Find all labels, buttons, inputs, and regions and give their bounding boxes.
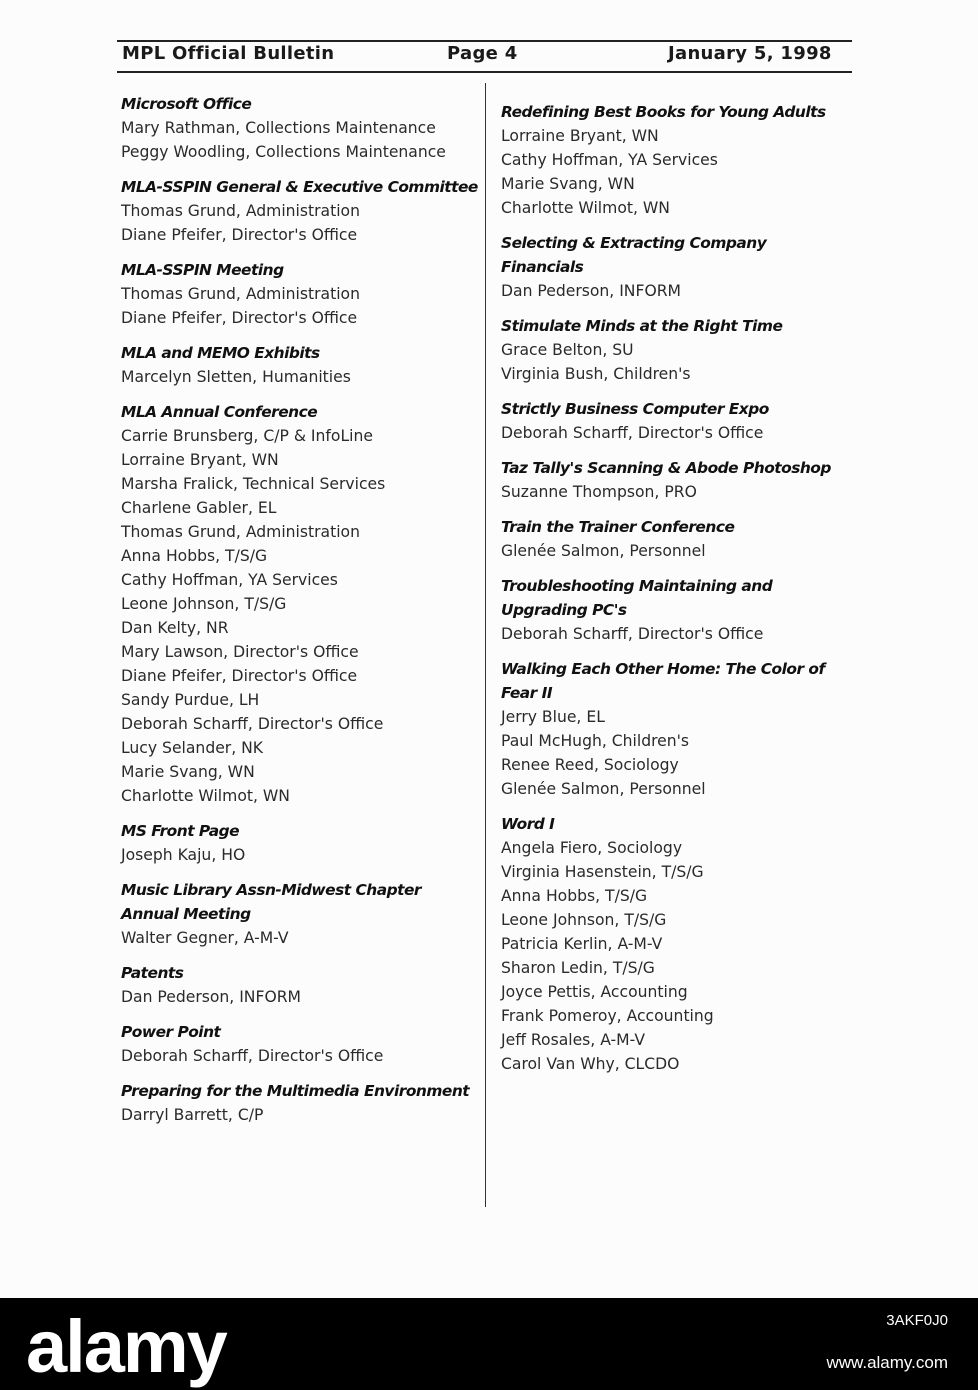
attendee-name: Sandy Purdue, LH [121,691,260,709]
attendee-name: Cathy Hoffman, YA Services [501,151,718,169]
attendee-name: Renee Reed, Sociology [501,756,679,774]
attendee-name: Marsha Fralick, Technical Services [121,475,386,493]
attendee-list [501,705,853,801]
attendee-list [121,282,481,330]
attendee-name: Diane Pfeifer, Director's Office [121,667,358,685]
attendee-name: Deborah Scharff, Director's Office [501,424,764,442]
attendee-name: Leone Johnson, T/S/G [501,911,667,929]
event-title: Walking Each Other Home: The Color of Fear II [501,660,825,702]
attendee-name: Mary Rathman, Collections Maintenance [121,119,436,137]
attendee-name: Charlene Gabler, EL [121,499,277,517]
attendee-name: Marie Svang, WN [121,763,255,781]
attendee-name: Peggy Woodling, Collections Maintenance [121,143,446,161]
attendee-list [121,1044,481,1068]
event-entry [121,878,481,950]
attendee-list [501,622,853,646]
event-title: MLA-SSPIN General & Executive Committee [121,178,478,196]
attendee-name: Angela Fiero, Sociology [501,839,683,857]
event-title: MLA-SSPIN Meeting [121,261,284,279]
event-entry [121,819,481,867]
attendee-name: Joyce Pettis, Accounting [501,983,688,1001]
attendee-list [121,985,481,1009]
bulletin-title: MPL Official Bulletin [122,43,335,64]
site-url: www.alamy.com [826,1353,948,1372]
event-entry [501,231,853,303]
event-title: Word I [501,815,555,833]
attendee-list [121,926,481,950]
event-title: MS Front Page [121,822,240,840]
page-number: Page 4 [447,43,518,64]
event-entry [501,314,853,386]
event-entry [501,100,853,220]
attendee-name: Patricia Kerlin, A-M-V [501,935,663,953]
right-column [501,100,853,1087]
event-entry [501,574,853,646]
attendee-name: Walter Gegner, A-M-V [121,929,289,947]
attendee-name: Diane Pfeifer, Director's Office [121,309,358,327]
attendee-name: Cathy Hoffman, YA Services [121,571,338,589]
attendee-name: Dan Pederson, INFORM [501,282,682,300]
attendee-name: Jeff Rosales, A-M-V [501,1031,645,1049]
attendee-list [501,480,853,504]
alamy-logo: alamy [26,1305,226,1388]
attendee-name: Thomas Grund, Administration [121,523,360,541]
event-entry [121,258,481,330]
attendee-list [121,365,481,389]
attendee-name: Glenée Salmon, Personnel [501,780,706,798]
event-title: Train the Trainer Conference [501,518,735,536]
attendee-list [501,338,853,386]
attendee-name: Dan Pederson, INFORM [121,988,302,1006]
attendee-name: Suzanne Thompson, PRO [501,483,697,501]
header-rule-top [117,40,852,42]
event-title: Preparing for the Multimedia Environment [121,1082,470,1100]
event-title: Music Library Assn-Midwest Chapter Annual Meeting [121,881,422,923]
event-title: Patents [121,964,184,982]
event-entry [501,657,853,801]
attendee-list [121,1103,481,1127]
event-entry [121,341,481,389]
attendee-list [501,421,853,445]
attendee-name: Frank Pomeroy, Accounting [501,1007,714,1025]
attendee-name: Anna Hobbs, T/S/G [121,547,268,565]
event-title: Power Point [121,1023,221,1041]
attendee-name: Lucy Selander, NK [121,739,264,757]
attendee-name: Deborah Scharff, Director's Office [501,625,764,643]
header-rule-bottom [117,71,852,73]
attendee-list [121,199,481,247]
event-title: MLA Annual Conference [121,403,318,421]
attendee-name: Diane Pfeifer, Director's Office [121,226,358,244]
attendee-name: Anna Hobbs, T/S/G [501,887,648,905]
attendee-name: Sharon Ledin, T/S/G [501,959,655,977]
event-entry [501,456,853,504]
attendee-name: Virginia Bush, Children's [501,365,691,383]
attendee-name: Deborah Scharff, Director's Office [121,1047,384,1065]
event-title: Troubleshooting Maintaining and Upgrading PC's [501,577,773,619]
attendee-list [121,116,481,164]
event-title: Strictly Business Computer Expo [501,400,769,418]
attendee-name: Paul McHugh, Children's [501,732,690,750]
attendee-name: Grace Belton, SU [501,341,634,359]
event-title: Stimulate Minds at the Right Time [501,317,783,335]
event-entry [501,812,853,1076]
attendee-name: Thomas Grund, Administration [121,202,360,220]
attendee-name: Carol Van Why, CLCDO [501,1055,680,1073]
event-entry [501,515,853,563]
event-entry [501,397,853,445]
event-title: Microsoft Office [121,95,252,113]
attendee-name: Deborah Scharff, Director's Office [121,715,384,733]
attendee-name: Darryl Barrett, C/P [121,1106,264,1124]
attendee-name: Thomas Grund, Administration [121,285,360,303]
event-entry [121,1020,481,1068]
bulletin-date: January 5, 1998 [668,43,832,64]
event-entry [121,961,481,1009]
left-column [121,92,481,1138]
attendee-name: Marie Svang, WN [501,175,635,193]
event-entry [121,92,481,164]
attendee-name: Dan Kelty, NR [121,619,229,637]
event-entry [121,175,481,247]
attendee-list [501,836,853,1076]
event-title: Selecting & Extracting Company Financials [501,234,767,276]
attendee-name: Leone Johnson, T/S/G [121,595,287,613]
attendee-name: Virginia Hasenstein, T/S/G [501,863,704,881]
event-title: Redefining Best Books for Young Adults [501,103,826,121]
attendee-name: Lorraine Bryant, WN [121,451,279,469]
attendee-name: Marcelyn Sletten, Humanities [121,368,351,386]
attendee-list [121,424,481,808]
attendee-name: Jerry Blue, EL [501,708,605,726]
attendee-list [121,843,481,867]
attendee-name: Lorraine Bryant, WN [501,127,659,145]
attendee-name: Mary Lawson, Director's Office [121,643,359,661]
event-entry [121,400,481,808]
attendee-name: Carrie Brunsberg, C/P & InfoLine [121,427,373,445]
attendee-list [501,124,853,220]
attendee-list [501,279,853,303]
attendee-name: Charlotte Wilmot, WN [121,787,290,805]
event-entry [121,1079,481,1127]
attendee-list [501,539,853,563]
column-divider [485,83,486,1207]
image-id: 3AKF0J0 [886,1312,948,1329]
attendee-name: Glenée Salmon, Personnel [501,542,706,560]
event-title: MLA and MEMO Exhibits [121,344,320,362]
attendee-name: Joseph Kaju, HO [121,846,246,864]
event-title: Taz Tally's Scanning & Abode Photoshop [501,459,831,477]
attendee-name: Charlotte Wilmot, WN [501,199,670,217]
